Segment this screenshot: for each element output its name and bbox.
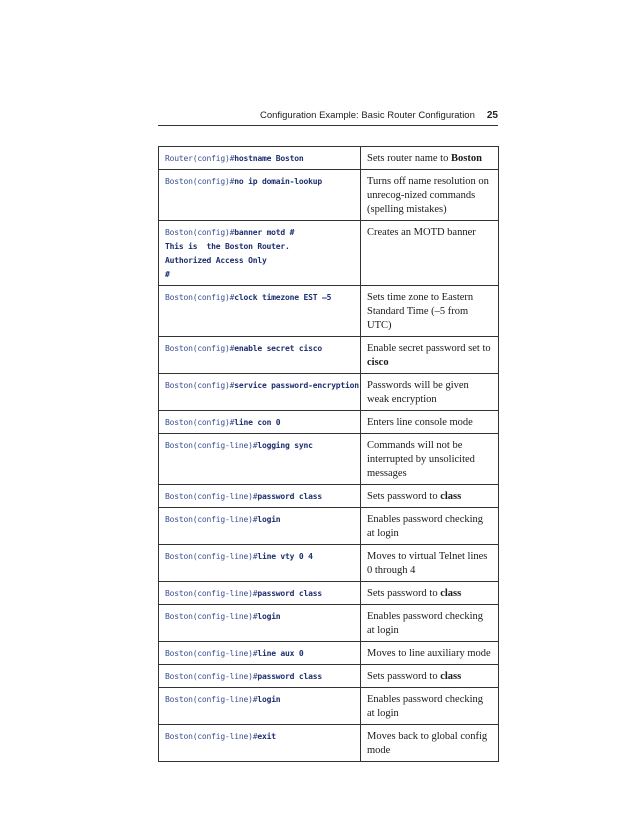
- command-prompt: Boston(config)#: [165, 177, 235, 186]
- command-cell: [159, 582, 361, 605]
- table-body: [159, 147, 499, 762]
- description-main: Sets password to: [367, 671, 441, 682]
- command-text: [165, 175, 354, 189]
- description-cell: [361, 688, 499, 725]
- table-row: [159, 665, 499, 688]
- command-text: [165, 291, 354, 305]
- command-prompt: Boston(config-line)#: [165, 612, 258, 621]
- command-keyword: line aux 0: [257, 649, 304, 658]
- table-row: [159, 434, 499, 485]
- command-continuation: Authorized Access Only: [165, 256, 267, 265]
- command-text: [165, 152, 354, 166]
- description-text: [367, 342, 492, 370]
- description-text: [367, 513, 492, 541]
- command-keyword: line con 0: [234, 418, 281, 427]
- description-main: Enable secret password set to: [367, 343, 491, 354]
- description-cell: [361, 337, 499, 374]
- command-text: [165, 439, 354, 453]
- command-text: [165, 490, 354, 504]
- description-cell: [361, 170, 499, 221]
- description-text: [367, 291, 492, 333]
- command-cell: [159, 411, 361, 434]
- command-cell: [159, 642, 361, 665]
- description-text: [367, 693, 492, 721]
- table-row: [159, 286, 499, 337]
- command-text: [165, 693, 354, 707]
- description-cell: [361, 411, 499, 434]
- description-cell: [361, 221, 499, 286]
- command-text: [165, 379, 359, 393]
- table-row: [159, 725, 499, 762]
- description-bold: Boston: [450, 153, 482, 164]
- table-row: [159, 411, 499, 434]
- command-text: [165, 647, 354, 661]
- description-text: [367, 379, 492, 407]
- command-cell: [159, 374, 361, 411]
- description-main: Moves to virtual Telnet lines 0 through 4: [367, 551, 488, 576]
- command-prompt: Boston(config-line)#: [165, 732, 258, 741]
- command-prompt: Boston(config-line)#: [165, 589, 258, 598]
- table-row: [159, 642, 499, 665]
- command-continuation: #: [165, 270, 170, 279]
- command-cell: [159, 337, 361, 374]
- command-cell: [159, 147, 361, 170]
- command-prompt: Boston(config)#: [165, 381, 235, 390]
- table-row: [159, 508, 499, 545]
- description-cell: [361, 545, 499, 582]
- table-row: [159, 582, 499, 605]
- command-prompt: Boston(config)#: [165, 344, 235, 353]
- command-keyword: banner motd #: [234, 228, 295, 237]
- command-text: [165, 513, 354, 527]
- description-text: [367, 610, 492, 638]
- table-row: [159, 170, 499, 221]
- description-bold: cisco: [367, 357, 389, 368]
- table-row: [159, 147, 499, 170]
- description-cell: [361, 725, 499, 762]
- description-cell: [361, 508, 499, 545]
- header-row: [158, 110, 498, 121]
- command-text: [165, 730, 354, 744]
- command-text: [165, 226, 354, 282]
- command-cell: [159, 485, 361, 508]
- description-text: [367, 550, 492, 578]
- description-text: [367, 152, 492, 166]
- description-main: Sets router name to: [367, 153, 451, 164]
- config-table: [158, 146, 499, 762]
- command-text: [165, 610, 354, 624]
- command-prompt: Router(config)#: [165, 154, 235, 163]
- command-keyword: no ip domain-lookup: [234, 177, 322, 186]
- header-title: Configuration Example: Basic Router Configuration: [259, 110, 475, 121]
- description-cell: [361, 642, 499, 665]
- command-cell: [159, 688, 361, 725]
- command-text: [165, 587, 354, 601]
- command-keyword: enable secret cisco: [234, 344, 322, 353]
- description-cell: [361, 286, 499, 337]
- description-main: Moves back to global config mode: [367, 731, 488, 756]
- command-prompt: Boston(config-line)#: [165, 492, 258, 501]
- command-keyword: login: [257, 515, 281, 524]
- description-text: [367, 226, 492, 240]
- description-text: [367, 587, 492, 601]
- command-prompt: Boston(config)#: [165, 418, 235, 427]
- description-text: [367, 670, 492, 684]
- command-keyword: exit: [257, 732, 276, 741]
- description-cell: [361, 374, 499, 411]
- table-row: [159, 485, 499, 508]
- description-cell: [361, 147, 499, 170]
- command-keyword: password class: [257, 492, 322, 501]
- description-cell: [361, 582, 499, 605]
- command-keyword: login: [257, 695, 281, 704]
- command-text: [165, 342, 354, 356]
- description-cell: [361, 665, 499, 688]
- command-prompt: Boston(config-line)#: [165, 441, 258, 450]
- command-cell: [159, 725, 361, 762]
- command-keyword: login: [257, 612, 281, 621]
- description-main: Enables password checking at login: [367, 514, 484, 539]
- description-text: [367, 730, 492, 758]
- description-cell: [361, 434, 499, 485]
- description-text: [367, 490, 492, 504]
- description-main: Enables password checking at login: [367, 611, 484, 636]
- description-cell: [361, 485, 499, 508]
- description-text: [367, 439, 492, 481]
- command-cell: [159, 170, 361, 221]
- description-main: Enters line console mode: [367, 417, 473, 428]
- command-cell: [159, 605, 361, 642]
- command-keyword: line vty 0 4: [257, 552, 313, 561]
- table-row: [159, 337, 499, 374]
- description-bold: class: [440, 491, 462, 502]
- header-rule: [158, 125, 498, 126]
- command-prompt: Boston(config-line)#: [165, 552, 258, 561]
- command-cell: [159, 221, 361, 286]
- description-main: Sets password to: [367, 588, 441, 599]
- command-cell: [159, 545, 361, 582]
- page-header: [158, 110, 498, 121]
- command-cell: [159, 665, 361, 688]
- description-main: Commands will not be interrupted by unsolicited messages: [367, 440, 475, 479]
- description-text: [367, 175, 492, 217]
- command-keyword: hostname Boston: [234, 154, 304, 163]
- command-keyword: clock timezone EST –5: [234, 293, 332, 302]
- command-cell: [159, 508, 361, 545]
- command-prompt: Boston(config)#: [165, 293, 235, 302]
- command-text: [165, 416, 354, 430]
- command-prompt: Boston(config-line)#: [165, 649, 258, 658]
- command-text: [165, 550, 354, 564]
- description-main: Turns off name resolution on unrecog-nized commands (spelling mistakes): [367, 176, 489, 215]
- command-prompt: Boston(config-line)#: [165, 695, 258, 704]
- command-prompt: Boston(config-line)#: [165, 672, 258, 681]
- command-prompt: Boston(config-line)#: [165, 515, 258, 524]
- command-keyword: logging sync: [257, 441, 313, 450]
- description-main: Sets time zone to Eastern Standard Time (–5 from UTC): [367, 292, 474, 331]
- command-keyword: password class: [257, 672, 322, 681]
- description-text: [367, 416, 492, 430]
- table-row: [159, 605, 499, 642]
- command-cell: [159, 286, 361, 337]
- command-keyword: service password-encryption: [234, 381, 359, 390]
- description-bold: class: [440, 671, 462, 682]
- page-number: 25: [486, 110, 498, 121]
- command-cell: [159, 434, 361, 485]
- description-main: Enables password checking at login: [367, 694, 484, 719]
- description-bold: class: [440, 588, 462, 599]
- table-row: [159, 688, 499, 725]
- command-text: [165, 670, 354, 684]
- table-row: [159, 374, 499, 411]
- command-keyword: password class: [257, 589, 322, 598]
- description-text: [367, 647, 492, 661]
- description-cell: [361, 605, 499, 642]
- description-main: Moves to line auxiliary mode: [367, 648, 491, 659]
- table-row: [159, 221, 499, 286]
- description-main: Sets password to: [367, 491, 441, 502]
- description-main: Creates an MOTD banner: [367, 227, 476, 238]
- description-main: Passwords will be given weak encryption: [367, 380, 469, 405]
- command-continuation: This is the Boston Router.: [165, 242, 290, 251]
- table-row: [159, 545, 499, 582]
- command-prompt: Boston(config)#: [165, 228, 235, 237]
